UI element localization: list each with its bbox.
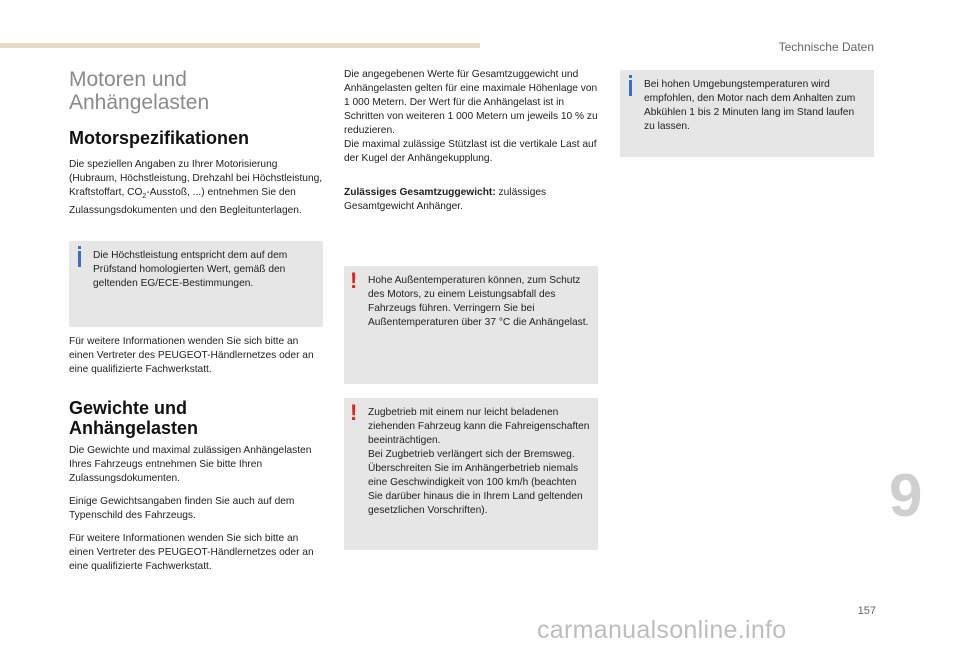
weights-heading: Gewichte und Anhängelasten: [69, 398, 199, 438]
info-box-cooling: Bei hohen Umgebungstemperaturen wird empfohlen, den Motor nach dem Anhalten zum Abkühlen 1 bis 2 Minuten lang im Stand laufen zu lassen.: [620, 70, 874, 157]
column-2: [344, 68, 600, 223]
top-accent-bar: [0, 43, 480, 48]
warning-icon: !: [350, 400, 358, 425]
gcw-label: Zulässiges Gesamtzuggewicht:: [344, 187, 496, 198]
info-icon: [629, 80, 632, 96]
motor-paragraph: Die speziellen Angaben zu Ihrer Motorisierung (Hubraum, Höchstleistung, Drehzahl bei Höchstleistung, Kraftstoffart, $CO_2$-Ausstoß, ...) entnehmen Sie den Zulassungsdokumenten und den Begleitunterlagen.: [69, 159, 323, 217]
chapter-title: Technische Daten: [778, 40, 874, 54]
warning-icon: !: [350, 268, 358, 293]
altitude-paragraph: Die angegebenen Werte für Gesamtzuggewicht und Anhängelasten gelten für eine maximale Höhenlage von 1 000 Metern. Der Wert für die Anhängelast ist in Schritten von weiteren 1 000 Metern um jeweils 10 % zu reduzieren.: [344, 69, 598, 136]
weights-section: [69, 398, 325, 583]
chapter-number: 9: [889, 462, 923, 529]
section-title-line2: Anhängelasten: [69, 91, 210, 114]
section-title: [69, 68, 325, 114]
warning-box-towing: ! Zugbetrieb mit einem nur leicht beladenen ziehenden Fahrzeug kann die Fahreigenschaften beeinträchtigen. Bei Zugbetrieb verlängert sich der Bremsweg. Überschreiten Sie im Anhängerbetrieb niemals eine Geschwindigkeit von 100 km/h (beachten Sie darüber hinaus die in Ihrem Land geltenden gesetzlichen Vorschriften).: [344, 398, 598, 550]
gcw-paragraph: Zulässiges Gesamtzuggewicht: zulässiges Gesamtgewicht Anhänger.: [344, 187, 547, 212]
motor-heading: Motorspezifikationen: [69, 128, 250, 148]
further-info-1: Für weitere Informationen wenden Sie sich bitte an einen Vertreter des PEUGEOT-Händlernetzes oder an eine qualifizierte Fachwerkstatt.: [69, 336, 314, 375]
column-1: [69, 68, 325, 227]
section-title-line1: Motoren und: [69, 68, 187, 91]
info-box-power: Die Höchstleistung entspricht dem auf dem Prüfstand homologierten Wert, gemäß den geltenden EG/ECE-Bestimmungen.: [69, 241, 323, 327]
further-info-2: Für weitere Informationen wenden Sie sich bitte an einen Vertreter des PEUGEOT-Händlernetzes oder an eine qualifizierte Fachwerkstatt.: [69, 533, 314, 572]
weights-paragraph-2: Einige Gewichtsangaben finden Sie auch auf dem Typenschild des Fahrzeugs.: [69, 496, 295, 521]
support-load-paragraph: Die maximal zulässige Stützlast ist die vertikale Last auf der Kugel der Anhängekupplung.: [344, 139, 597, 164]
info-icon: [78, 251, 81, 267]
watermark: carmanualsonline.info: [537, 616, 787, 644]
weights-paragraph-1: Die Gewichte und maximal zulässigen Anhängelasten Ihres Fahrzeugs entnehmen Sie bitte Ihren Zulassungsdokumenten.: [69, 445, 312, 484]
page-number: 157: [857, 605, 876, 617]
column-1-lower: [69, 335, 325, 386]
co2-subscript: 2: [142, 193, 147, 201]
warning-box-temperature: ! Hohe Außentemperaturen können, zum Schutz des Motors, zu einem Leistungsabfall des Fahrzeugs führen. Verringern Sie bei Außentemperaturen über 37 °C die Anhängelast.: [344, 266, 598, 384]
